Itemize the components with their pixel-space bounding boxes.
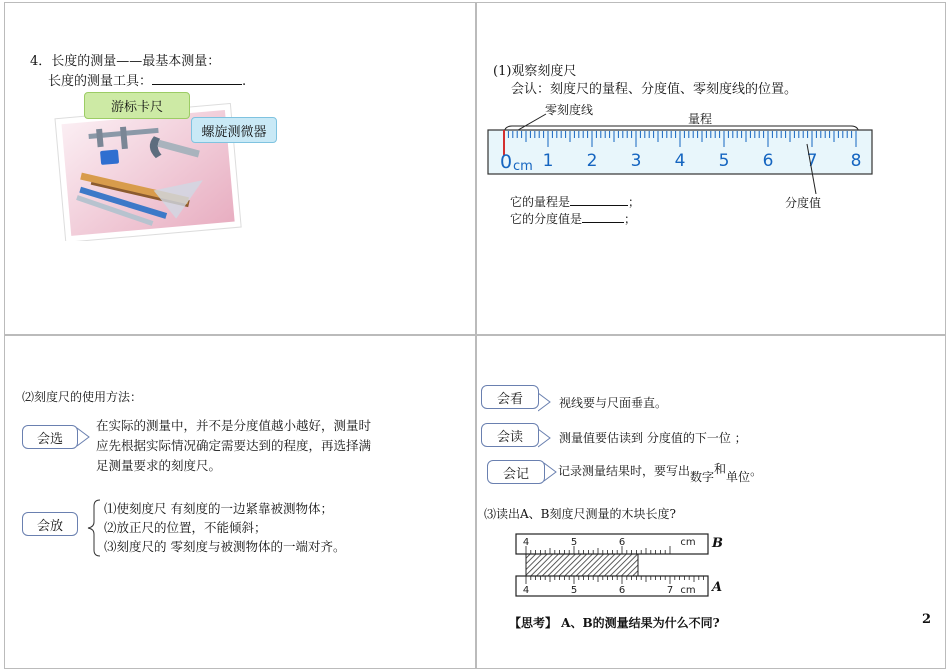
place-item-2: ⑵放正尺的位置，不能倾斜； [104,520,267,535]
record-end: 。 [750,464,763,478]
tag-record: 会记 [487,460,545,484]
ruler-number-label: 7 [806,151,818,171]
micrometer-bubble: 螺旋测微器 [191,117,277,143]
range-blank [570,205,628,206]
zero-line-label: 零刻度线 [545,103,594,117]
panel3-title: ⑵刻度尺的使用方法： [22,390,143,404]
ruler-unit-label: cm [513,159,533,174]
panel1-heading: 4．长度的测量——最基本测量： [30,54,221,69]
record-text [558,462,763,484]
panel4-question: ⑶读出A、B刻度尺测量的木块长度? [484,507,676,521]
tag-look-arrow [538,390,554,414]
tool-line-label: 长度的测量工具： [48,74,153,89]
small-ruler-number: 6 [618,537,626,548]
place-brace [86,498,102,558]
ruler-number-label: 2 [586,151,598,171]
small-ruler-number: 4 [522,537,530,548]
tag-look: 会看 [481,385,539,409]
ruler-b-label: B [712,536,723,551]
look-text: 视线要与尺面垂直。 [559,396,668,410]
small-ruler-number: 7 [666,585,674,596]
panel1-tool-line [48,70,246,89]
small-ruler-number: 4 [522,585,530,596]
small-ruler-number: 5 [570,537,578,548]
division-question [510,210,636,227]
ruler-a-label: A [712,580,723,595]
record-and: 和 [714,462,727,476]
small-ruler-number: cm [680,585,696,596]
small-ruler-number: 5 [570,585,578,596]
tag-select-arrow [77,425,93,449]
division-question-text: 它的分度值是 [510,212,583,226]
place-list [104,499,345,556]
panel2-subtitle: 会认：刻度尺的量程、分度值、零刻度线的位置。 [511,82,798,97]
tag-place: 会放 [22,512,78,536]
division-label: 分度值 [785,196,822,210]
ruler-number-label: 1 [542,151,554,171]
ruler-zero-label: 0 [500,151,513,173]
place-item-3: ⑶刻度尺的 零刻度与被测物体的一端对齐。 [104,539,346,554]
ruler-number-label: 6 [762,151,774,171]
tag-select: 会选 [22,425,78,449]
select-line-2: 应先根据实际情况确定需要达到的程度，再选择满 [96,438,372,453]
select-line-1: 在实际的测量中，并不是分度值越小越好，测量时 [96,418,372,433]
tool-line-end: . [242,74,247,89]
ruler-number-label: 4 [674,151,686,171]
page-number: 2 [922,612,932,627]
wood-block [526,554,638,576]
range-label: 量程 [688,112,713,126]
record-number: 数字 [690,470,715,484]
division-blank [582,222,624,223]
ruler-diagram [486,104,886,194]
range-semicolon: ； [628,195,641,209]
range-question-text: 它的量程是 [510,195,571,209]
wood-block-rulers [512,532,742,602]
tag-read-arrow [538,426,554,450]
tag-read: 会读 [481,423,539,447]
panel2-title: (1)观察刻度尺 [493,64,577,79]
small-ruler-number: 6 [618,585,626,596]
small-ruler-number: cm [680,537,696,548]
division-semicolon: ； [624,212,637,226]
record-unit: 单位 [726,470,751,484]
place-item-1: ⑴使刻度尺 有刻度的一边紧靠被测物体； [104,501,333,516]
record-text-main: 记录测量结果时，要写出 [558,464,691,478]
ruler-number-label: 3 [630,151,642,171]
read-text: 测量值要估读到 分度值的下一位 ； [559,431,747,445]
select-paragraph [96,416,371,476]
ruler-number-label: 8 [850,151,862,171]
think-question: 【思考】 A、B的测量结果为什么不同? [509,616,720,630]
caliper-bubble: 游标卡尺 [84,92,190,119]
tool-blank [152,84,242,85]
range-question [510,193,640,210]
select-line-3: 足测量要求的刻度尺。 [96,458,222,473]
ruler-number-label: 5 [718,151,730,171]
